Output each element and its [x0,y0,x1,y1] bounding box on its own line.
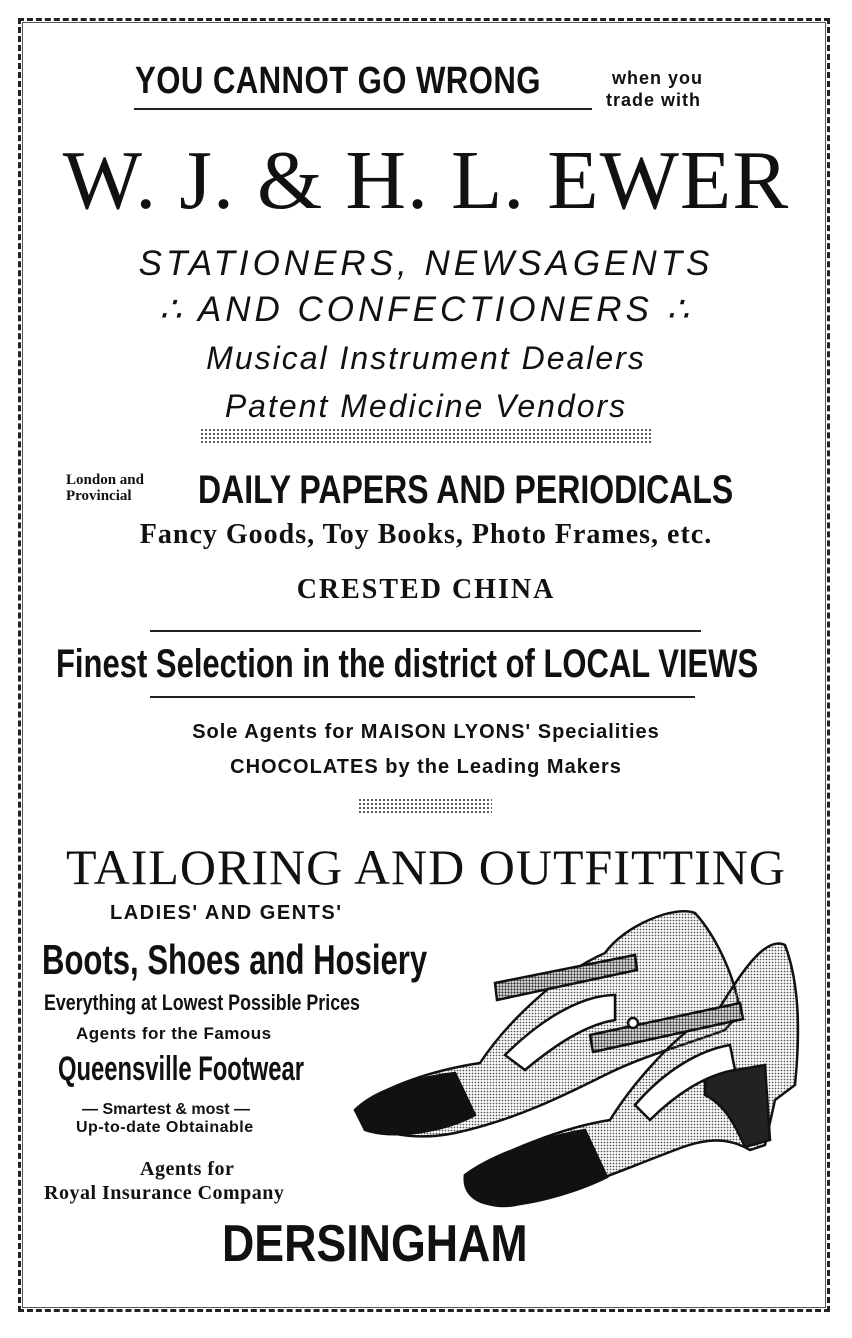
tagline-suffix-1: when you [612,68,704,88]
views-headline: Finest Selection in the district of LOCAL VIEWS [56,642,759,686]
tailoring-heading: TAILORING AND OUTFITTING [66,839,786,895]
tagline: YOU CANNOT GO WRONG [135,60,541,102]
views-rule-bottom [150,696,695,698]
queensville-brand: Queensville Footwear [58,1050,305,1088]
ladies-gents: LADIES' AND GENTS' [110,902,343,924]
papers-prefix-2: Provincial [66,488,132,504]
trades-line-2: ∴ AND CONFECTIONERS ∴ [159,290,693,329]
papers-goods: Fancy Goods, Toy Books, Photo Frames, etc. [139,519,713,550]
tagline-suffix-2: trade with [606,90,702,110]
up-to-date: Up-to-date Obtainable [76,1119,254,1136]
insurance-line-2: Royal Insurance Company [44,1182,285,1204]
location: DERSINGHAM [222,1215,528,1273]
insurance-line-1: Agents for [140,1158,235,1180]
dotted-divider [200,428,652,444]
trades-line-3: Musical Instrument Dealers [206,340,646,376]
views-rule-top [150,630,701,632]
business-name: W. J. & H. L. EWER [62,134,790,227]
tagline-underline [134,108,592,110]
lowest-prices: Everything at Lowest Possible Prices [44,990,360,1015]
trades-line-1: STATIONERS, NEWSAGENTS [138,244,714,283]
dotted-divider-small [358,798,492,814]
papers-china: CRESTED CHINA [296,574,556,605]
agents-lyons: Sole Agents for MAISON LYONS' Specialities [192,721,660,743]
smartest: — Smartest & most — [82,1101,251,1118]
papers-headline: DAILY PAPERS AND PERIODICALS [198,468,734,512]
agents-chocolates: CHOCOLATES by the Leading Makers [230,756,622,778]
papers-prefix-1: London and [66,472,144,488]
boots-shoes-hosiery: Boots, Shoes and Hosiery [42,936,428,983]
agents-famous: Agents for the Famous [76,1024,272,1043]
shoes-illustration [345,895,815,1215]
trades-line-4: Patent Medicine Vendors [224,388,628,424]
